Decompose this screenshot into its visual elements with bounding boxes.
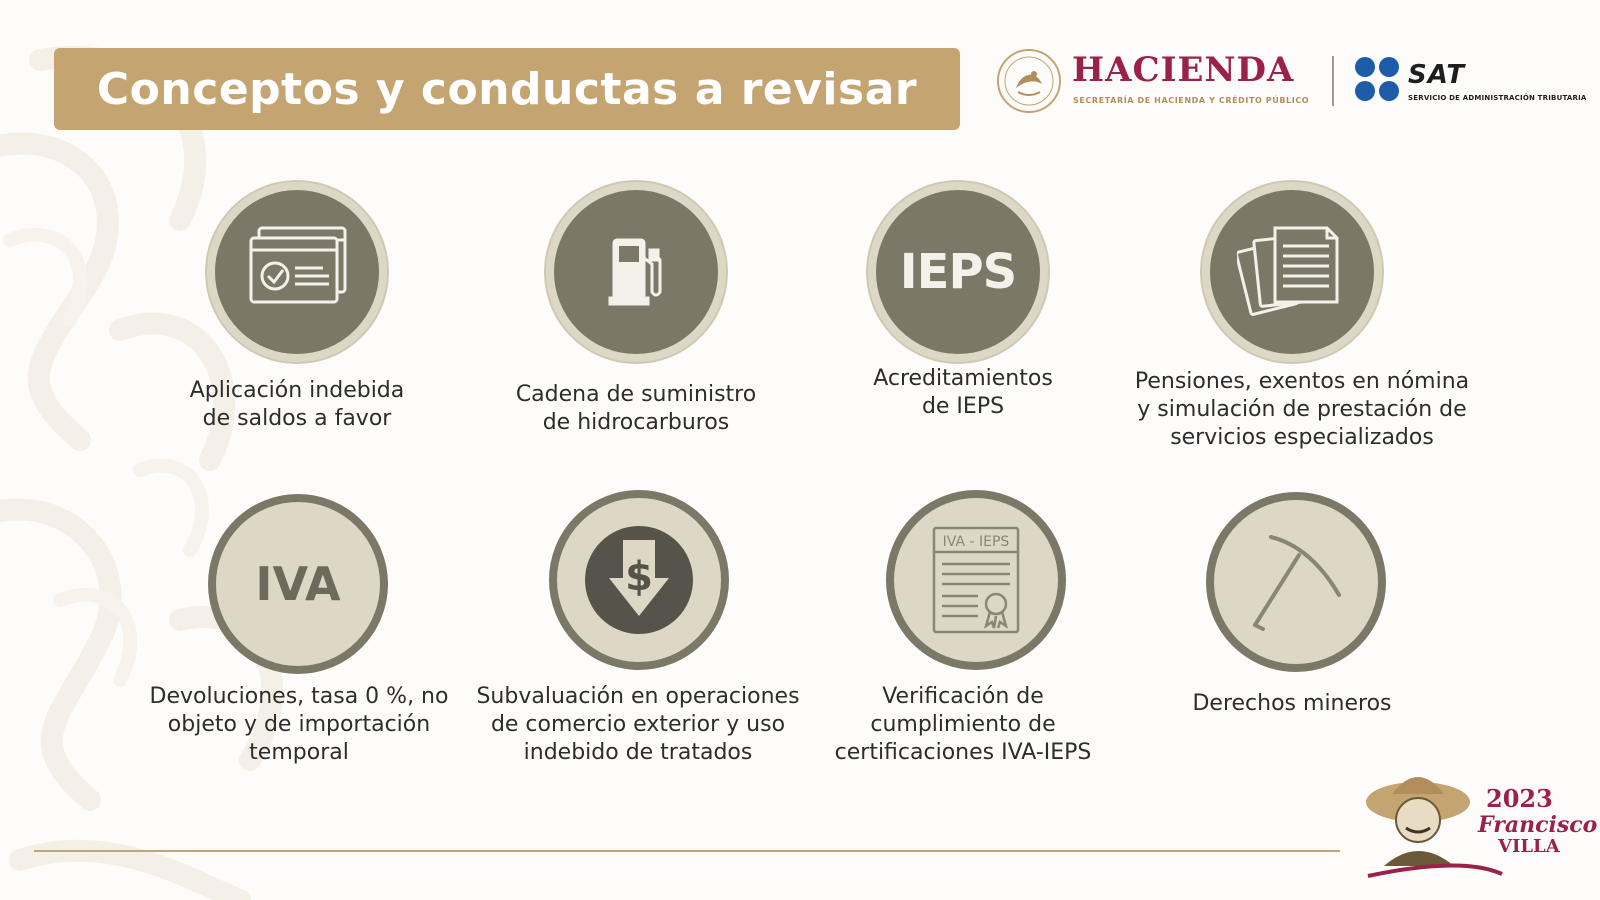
item-label-4 [1122,368,1482,452]
hacienda-subtitle: SECRETARÍA DE HACIENDA Y CRÉDITO PÚBLICO [1073,96,1310,105]
item-label-3-line: Acreditamientos [873,366,1053,391]
item-label-7-line: Verificación de [882,684,1044,709]
pickaxe-icon [1206,492,1386,672]
documents-stack-icon [1202,182,1382,362]
item-label-7-line: cumplimiento de [870,712,1056,737]
certificate-icon-text: IVA - IEPS [942,534,1010,550]
item-label-4-line: y simulación de prestación de [1137,397,1467,422]
item-label-4-line: servicios especializados [1170,425,1434,450]
year-logo-year: 2023 [1486,784,1553,813]
item-label-6-line: de comercio exterior y uso [490,712,786,737]
item-label-1 [117,377,477,433]
fuel-pump-icon [546,182,726,362]
logo-divider [1332,56,1334,106]
item-label-2 [456,381,816,437]
item-label-8 [1112,690,1472,718]
mexican-coat-of-arms-seal [996,48,1062,114]
item-label-8-line: Derechos mineros [1192,691,1392,716]
sat-subtitle: SERVICIO DE ADMINISTRACIÓN TRIBUTARIA [1408,94,1587,102]
page-title: Conceptos y conductas a revisar [96,63,918,115]
header-logos [996,46,1587,116]
ieps-text-icon [868,182,1048,362]
iva-icon-text: IVA [255,557,341,611]
item-label-4-line: Pensiones, exentos en nómina [1134,369,1470,394]
item-label-5-line: temporal [249,740,349,765]
certificate-icon [886,490,1066,670]
dollar-down-arrow-icon [549,490,729,670]
year-logo-name-line1: Francisco [1478,812,1598,838]
item-label-3 [783,365,1143,421]
hacienda-name: HACIENDA [1072,50,1295,90]
title-bar [54,48,960,130]
sat-name: SAT [1408,60,1466,90]
document-check-icon [207,182,387,362]
item-label-5-line: objeto y de importación [167,712,431,737]
item-label-5-line: Devoluciones, tasa 0 %, no [149,684,449,709]
item-label-2-line: de hidrocarburos [542,410,730,435]
item-label-2-line: Cadena de suministro [515,382,757,407]
dollar-sign: $ [625,554,653,600]
item-label-1-line: Aplicación indebida [189,378,405,403]
item-label-1-line: de saldos a favor [202,406,392,431]
footer-divider [34,850,1340,852]
sat-logo-dots [1354,56,1400,102]
item-label-6 [458,683,818,767]
iva-text-icon [208,494,388,674]
year-logo-name-line2: VILLA [1498,836,1560,857]
ieps-icon-text: IEPS [899,244,1017,300]
item-label-7 [783,683,1143,767]
item-label-5 [119,683,479,767]
item-label-6-line: Subvaluación en operaciones [476,684,800,709]
item-label-6-line: indebido de tratados [523,740,753,765]
item-label-7-line: certificaciones IVA-IEPS [834,740,1092,765]
item-label-3-line: de IEPS [921,394,1005,419]
